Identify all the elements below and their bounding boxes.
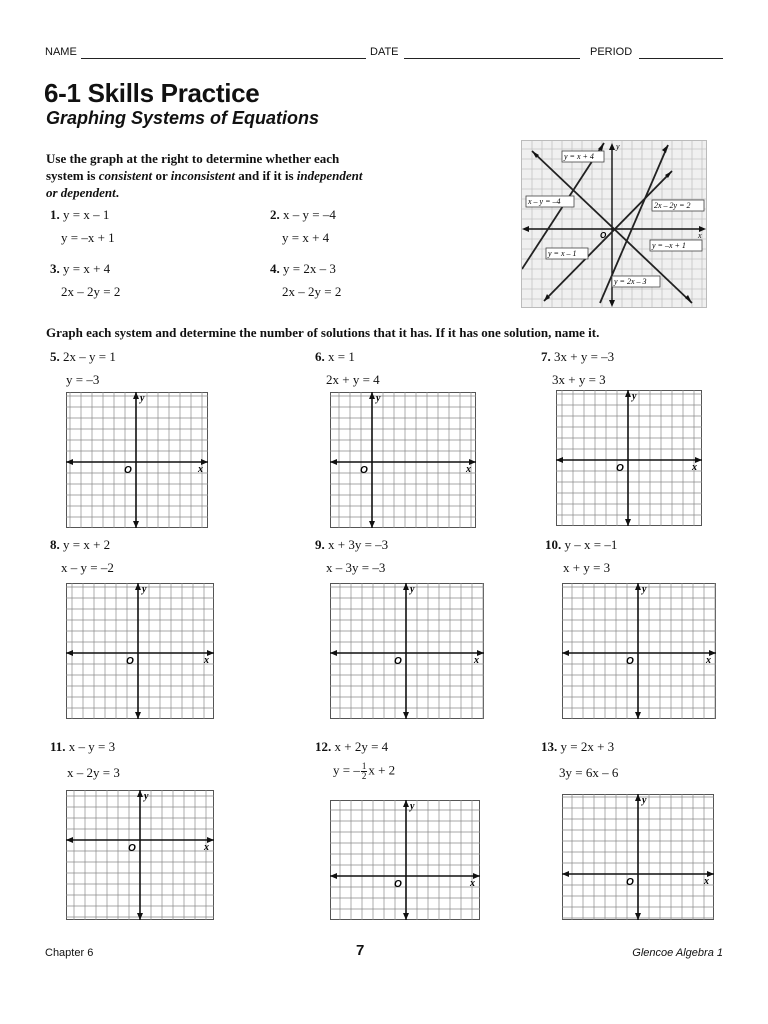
grid-frame	[331, 393, 476, 528]
label-y-eq-2x-minus-3: y = 2x – 3	[614, 277, 647, 286]
x-axis-label: x	[204, 655, 209, 666]
problem-number: 12.	[315, 739, 332, 754]
grid-svg	[66, 392, 208, 528]
equation: 3x + y = 3	[552, 372, 606, 387]
equation: x – y = –2	[61, 560, 114, 575]
date-field[interactable]	[404, 58, 580, 59]
x-axis-label: x	[204, 842, 209, 853]
problem-number: 9.	[315, 537, 325, 552]
label-y-eq-neg-x-plus-1: y = –x + 1	[652, 241, 686, 250]
graph-grid-7[interactable]	[556, 390, 702, 526]
equation: y – x = –1	[564, 537, 618, 552]
problem-number: 6.	[315, 349, 325, 364]
graph-grid-10[interactable]	[562, 583, 716, 719]
equation: 2x + y = 4	[326, 372, 380, 387]
grid-svg	[562, 583, 716, 719]
x-axis-label: x	[692, 462, 697, 473]
label-2x-minus-2y-eq-2: 2x – 2y = 2	[654, 201, 691, 210]
page-subtitle: Graphing Systems of Equations	[46, 108, 320, 128]
fraction	[361, 762, 368, 781]
grid-frame	[331, 584, 484, 719]
equation: y = x + 4	[282, 230, 330, 245]
problem-number: 4.	[270, 261, 280, 276]
instr-independent-dependent: independent or dependent	[46, 168, 363, 200]
instr-end: .	[115, 185, 119, 200]
problem-6	[315, 350, 380, 387]
origin-label: O	[626, 656, 634, 667]
graph-grid-8[interactable]	[66, 583, 214, 719]
origin-label: O	[626, 877, 634, 888]
date-label: DATE	[370, 46, 399, 58]
equation: 2x – 2y = 2	[282, 284, 342, 299]
instr-text: Use the graph at the right to determine whether each system is	[46, 151, 340, 183]
grid-svg	[556, 390, 702, 526]
graph-grid-13[interactable]	[562, 794, 714, 920]
student-info-line	[45, 46, 725, 62]
problem-number: 13.	[541, 739, 558, 754]
problem-8	[50, 538, 114, 575]
problem-number: 8.	[50, 537, 60, 552]
origin-label: O	[394, 656, 402, 667]
problem-7	[541, 350, 614, 387]
equation-part: x + 2	[368, 762, 396, 778]
graph-grid-6[interactable]	[330, 392, 476, 528]
grid-frame	[67, 393, 208, 528]
problem-4	[270, 262, 341, 299]
grid-frame	[563, 584, 716, 719]
origin-label: O	[124, 465, 132, 476]
x-axis-label: x	[198, 464, 203, 475]
equation: y = 2x – 3	[283, 261, 336, 276]
equation: y = –3	[66, 372, 100, 387]
equation: y = 2x + 3	[560, 739, 615, 754]
ref-x-label: x	[698, 231, 702, 240]
grid-svg	[562, 794, 714, 920]
label-y-eq-x-minus-1: y = x – 1	[548, 249, 577, 258]
origin-label: O	[616, 463, 624, 474]
equation: 2x – 2y = 2	[61, 284, 121, 299]
equation: x – y = 3	[68, 739, 116, 754]
ref-y-label: y	[616, 142, 620, 151]
problem-number: 2.	[270, 207, 280, 222]
grid-svg	[66, 583, 214, 719]
instructions-part2: Graph each system and determine the number of solutions that it has. If it has one solution, name it.	[46, 325, 600, 340]
x-axis-label: x	[706, 655, 711, 666]
graph-grid-9[interactable]	[330, 583, 484, 719]
problem-10	[545, 538, 617, 575]
equation: y = x + 2	[63, 537, 111, 552]
grid-frame	[67, 584, 214, 719]
grid-svg	[330, 392, 476, 528]
equation: y = x – 1	[63, 207, 110, 222]
equation	[315, 762, 395, 781]
grid-svg	[66, 790, 214, 920]
equation: x – 3y = –3	[326, 560, 386, 575]
instr-inconsistent: inconsistent	[170, 168, 236, 183]
grid-frame	[331, 801, 480, 920]
equation-part: y = –	[333, 762, 360, 778]
period-field[interactable]	[639, 58, 723, 59]
equation: y = –x + 1	[61, 230, 115, 245]
origin-label: O	[360, 465, 368, 476]
problem-12	[315, 740, 395, 781]
y-axis-label: y	[410, 584, 415, 595]
equation: x – 2y = 3	[67, 765, 120, 780]
grid-frame	[557, 391, 702, 526]
problem-13	[541, 740, 618, 780]
problem-1	[50, 208, 115, 245]
problem-2	[270, 208, 336, 245]
page-title: 6-1 Skills Practice	[44, 78, 260, 108]
y-axis-label: y	[376, 393, 381, 404]
origin-label: O	[126, 656, 134, 667]
graph-grid-12[interactable]	[330, 800, 480, 920]
graph-grid-5[interactable]	[66, 392, 208, 528]
grid-svg	[330, 800, 480, 920]
y-axis-label: y	[642, 584, 647, 595]
problem-number: 10.	[545, 537, 562, 552]
instr-or: or	[152, 168, 171, 183]
problem-number: 1.	[50, 207, 60, 222]
equation: 3x + y = –3	[554, 349, 615, 364]
name-field[interactable]	[81, 58, 366, 59]
graph-grid-11[interactable]	[66, 790, 214, 920]
x-axis-label: x	[474, 655, 479, 666]
period-label: PERIOD	[590, 46, 633, 58]
y-axis-label: y	[140, 393, 145, 404]
x-axis-label: x	[704, 876, 709, 887]
equation: x – y = –4	[283, 207, 336, 222]
footer-book-title: Glencoe Algebra 1	[632, 947, 723, 959]
label-y-eq-x-plus-4: y = x + 4	[564, 152, 594, 161]
grid-svg	[330, 583, 484, 719]
fraction-numerator: 1	[361, 761, 367, 771]
y-axis-label: y	[632, 391, 637, 402]
equation: x + y = 3	[563, 560, 611, 575]
y-axis-label: y	[642, 795, 647, 806]
problem-number: 3.	[50, 261, 60, 276]
problem-11	[50, 740, 120, 780]
origin-label: O	[128, 843, 136, 854]
problem-number: 5.	[50, 349, 60, 364]
equation: y = x + 4	[63, 261, 111, 276]
y-axis-label: y	[144, 791, 149, 802]
label-x-minus-y-eq-neg-4: x – y = –4	[528, 197, 561, 206]
reference-graph	[521, 140, 707, 308]
equation: x + 3y = –3	[328, 537, 389, 552]
name-label: NAME	[45, 46, 77, 58]
instructions-part1	[46, 150, 366, 201]
y-axis-label: y	[142, 584, 147, 595]
equation: x = 1	[328, 349, 355, 364]
instr-consistent: consistent	[98, 168, 153, 183]
footer-page-number: 7	[356, 942, 365, 959]
x-axis-label: x	[470, 878, 475, 889]
reference-graph-svg	[522, 141, 706, 307]
x-axis-label: x	[466, 464, 471, 475]
equation: 3y = 6x – 6	[559, 765, 619, 780]
footer-chapter: Chapter 6	[45, 947, 94, 959]
equation: 2x – y = 1	[63, 349, 116, 364]
equation: x + 2y = 4	[334, 739, 389, 754]
problem-number: 11.	[50, 739, 66, 754]
ref-origin-label: O	[600, 231, 607, 240]
fraction-denominator: 2	[361, 771, 367, 781]
origin-label: O	[394, 879, 402, 890]
problem-number: 7.	[541, 349, 551, 364]
problem-9	[315, 538, 388, 575]
problem-3	[50, 262, 120, 299]
y-axis-label: y	[410, 801, 415, 812]
instr-and-if: and if it is	[235, 168, 297, 183]
problem-5	[50, 350, 116, 387]
